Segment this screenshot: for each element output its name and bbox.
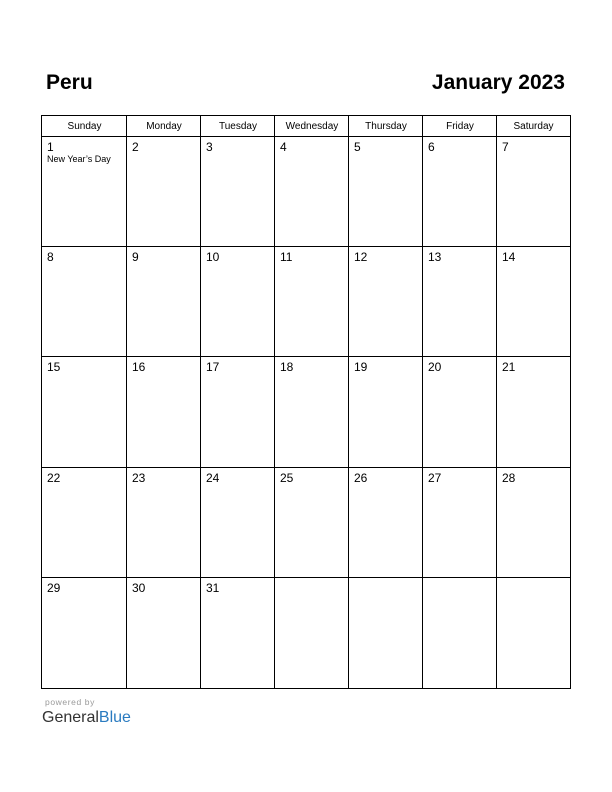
month-year-title: January 2023 xyxy=(431,71,565,94)
day-number: 12 xyxy=(354,250,368,264)
weekday-header-thursday: Thursday xyxy=(365,121,407,132)
calendar-day-cell xyxy=(497,468,570,578)
calendar-day-cell xyxy=(127,357,201,468)
weekday-header-row xyxy=(42,116,570,137)
calendar-day-cell xyxy=(201,578,275,688)
calendar-day-cell xyxy=(127,137,201,247)
day-number: 26 xyxy=(354,471,368,485)
calendar-day-cell xyxy=(497,357,570,468)
day-number: 5 xyxy=(354,140,361,154)
day-number: 4 xyxy=(280,140,287,154)
day-number: 6 xyxy=(428,140,435,154)
calendar-day-cell xyxy=(42,247,127,357)
day-number: 1 xyxy=(47,140,54,154)
calendar-day-cell xyxy=(275,137,349,247)
calendar-day-cell xyxy=(127,578,201,688)
day-number: 3 xyxy=(206,140,213,154)
calendar-grid xyxy=(41,115,571,689)
weekday-header-monday: Monday xyxy=(146,121,182,132)
day-number: 23 xyxy=(132,471,146,485)
day-number: 31 xyxy=(206,581,220,595)
day-number: 21 xyxy=(502,360,516,374)
day-number: 28 xyxy=(502,471,516,485)
country-title: Peru xyxy=(46,71,93,94)
day-number: 8 xyxy=(47,250,54,264)
brand-blue-text: Blue xyxy=(98,709,131,726)
weekday-header-tuesday: Tuesday xyxy=(219,121,257,132)
day-number: 24 xyxy=(206,471,220,485)
calendar-day-cell xyxy=(275,578,349,688)
calendar-day-cell xyxy=(42,137,127,247)
calendar-day-cell xyxy=(201,357,275,468)
weekday-header-saturday: Saturday xyxy=(513,121,554,132)
day-number: 14 xyxy=(502,250,516,264)
day-number: 25 xyxy=(280,471,294,485)
calendar-day-cell xyxy=(497,247,570,357)
day-number: 16 xyxy=(132,360,146,374)
calendar-day-cell xyxy=(349,357,423,468)
day-number: 27 xyxy=(428,471,442,485)
day-number: 7 xyxy=(502,140,509,154)
calendar-day-cell xyxy=(349,137,423,247)
calendar-day-cell xyxy=(201,247,275,357)
day-number: 11 xyxy=(280,250,293,264)
calendar-day-cell xyxy=(423,357,497,468)
day-number: 20 xyxy=(428,360,442,374)
calendar-day-cell xyxy=(349,468,423,578)
calendar-day-cell xyxy=(423,137,497,247)
brand-general-text: General xyxy=(42,709,99,726)
calendar-day-cell xyxy=(275,247,349,357)
calendar-day-cell xyxy=(127,247,201,357)
generalblue-logo[interactable] xyxy=(42,708,131,728)
day-number: 9 xyxy=(132,250,139,264)
weekday-header-wednesday: Wednesday xyxy=(285,121,339,132)
calendar-day-cell xyxy=(349,247,423,357)
holiday-label: New Year’s Day xyxy=(47,154,111,164)
day-number: 19 xyxy=(354,360,368,374)
calendar-day-cell xyxy=(423,247,497,357)
day-number: 29 xyxy=(47,581,61,595)
day-number: 22 xyxy=(47,471,61,485)
calendar-day-cell xyxy=(42,578,127,688)
day-number: 13 xyxy=(428,250,442,264)
calendar-day-cell xyxy=(275,468,349,578)
calendar-day-cell xyxy=(201,137,275,247)
day-number: 30 xyxy=(132,581,146,595)
weekday-header-friday: Friday xyxy=(446,121,474,132)
day-number: 17 xyxy=(206,360,220,374)
calendar-day-cell xyxy=(423,468,497,578)
powered-by-label: powered by xyxy=(45,697,95,707)
calendar-day-cell xyxy=(42,468,127,578)
calendar-day-cell xyxy=(201,468,275,578)
calendar-day-cell xyxy=(497,137,570,247)
weekday-header-sunday: Sunday xyxy=(67,121,102,132)
calendar-day-cell xyxy=(42,357,127,468)
day-number: 2 xyxy=(132,140,139,154)
calendar-day-cell xyxy=(127,468,201,578)
calendar-day-cell xyxy=(275,357,349,468)
day-number: 18 xyxy=(280,360,294,374)
calendar-day-cell xyxy=(423,578,497,688)
calendar-day-cell xyxy=(497,578,570,688)
calendar-day-cell xyxy=(349,578,423,688)
day-number: 15 xyxy=(47,360,61,374)
day-number: 10 xyxy=(206,250,220,264)
